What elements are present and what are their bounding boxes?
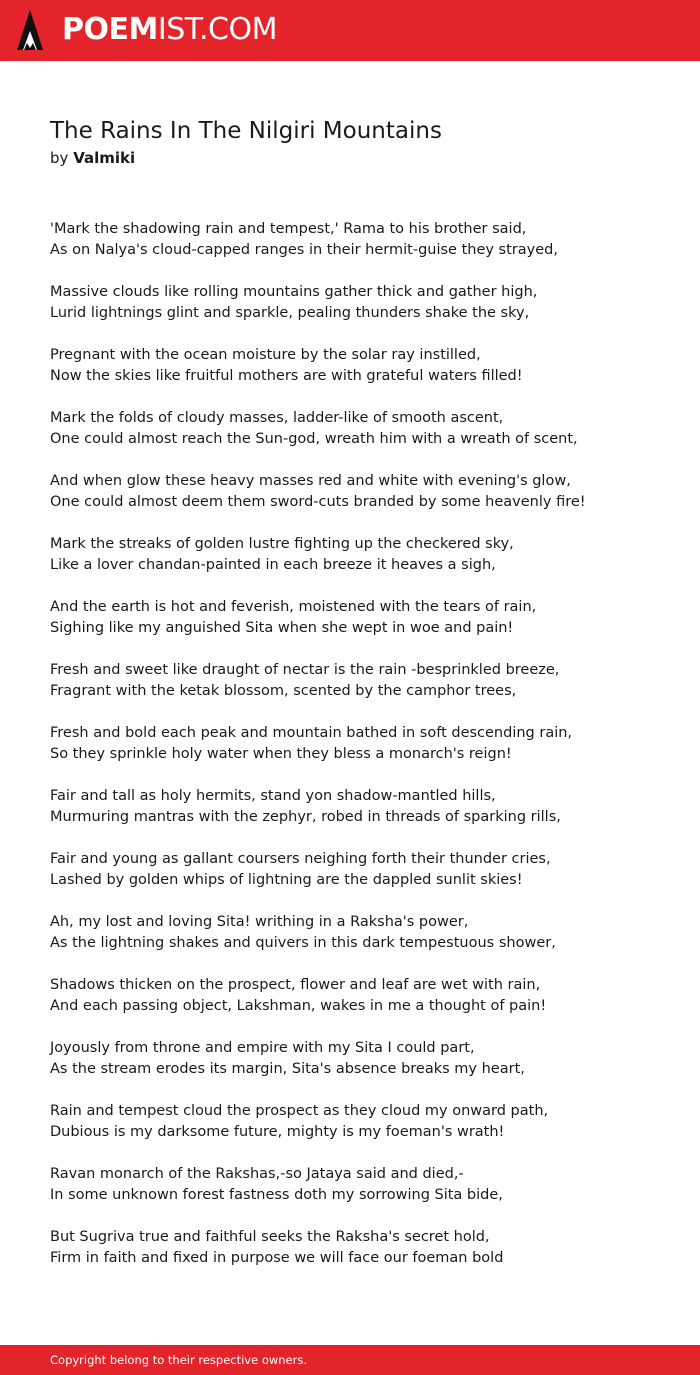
brand-light: IST.COM — [157, 12, 277, 47]
poem-line: Fresh and sweet like draught of nectar is the rain -besprinkled breeze, — [50, 662, 560, 678]
poem-line: Lashed by golden whips of lightning are the dappled sunlit skies! — [50, 872, 523, 888]
stanza — [50, 975, 670, 1017]
poem-line: Fair and young as gallant coursers neighing forth their thunder cries, — [50, 851, 551, 867]
byline — [50, 148, 135, 169]
poem-line: Joyously from throne and empire with my Sita I could part, — [50, 1040, 475, 1056]
poem-line: But Sugriva true and faithful seeks the Raksha's secret hold, — [50, 1229, 490, 1245]
stanza — [50, 534, 670, 576]
stanza — [50, 723, 670, 765]
brand-bold: POEM — [62, 12, 158, 47]
poem-line: Rain and tempest cloud the prospect as they cloud my onward path, — [50, 1103, 549, 1119]
poem-line: 'Mark the shadowing rain and tempest,' Rama to his brother said, — [50, 221, 527, 237]
poem-line: Ravan monarch of the Rakshas,-so Jataya said and died,- — [50, 1166, 464, 1182]
poem-title: The Rains In The Nilgiri Mountains — [50, 118, 442, 144]
poem-line: Lurid lightnings glint and sparkle, pealing thunders shake the sky, — [50, 305, 530, 321]
stanza — [50, 912, 670, 954]
author-name: Valmiki — [73, 149, 136, 167]
pencil-icon[interactable] — [16, 9, 44, 51]
poem-line: And when glow these heavy masses red and white with evening's glow, — [50, 473, 571, 489]
stanza — [50, 471, 670, 513]
poem-line: One could almost reach the Sun-god, wreath him with a wreath of scent, — [50, 431, 578, 447]
poem-line: And each passing object, Lakshman, wakes in me a thought of pain! — [50, 998, 547, 1014]
poem-line: Ah, my lost and loving Sita! writhing in a Raksha's power, — [50, 914, 469, 930]
poem-line: Mark the folds of cloudy masses, ladder-like of smooth ascent, — [50, 410, 504, 426]
poem-line: As on Nalya's cloud-capped ranges in their hermit-guise they strayed, — [50, 242, 558, 258]
poem-line: As the stream erodes its margin, Sita's absence breaks my heart, — [50, 1061, 525, 1077]
stanza — [50, 282, 670, 324]
poem-line: Mark the streaks of golden lustre fighting up the checkered sky, — [50, 536, 514, 552]
poem-line: So they sprinkle holy water when they bless a monarch's reign! — [50, 746, 512, 762]
poem-line: Massive clouds like rolling mountains gather thick and gather high, — [50, 284, 538, 300]
poem-line: Shadows thicken on the prospect, flower and leaf are wet with rain, — [50, 977, 541, 993]
poem-line: Now the skies like fruitful mothers are with grateful waters filled! — [50, 368, 523, 384]
stanza — [50, 1101, 670, 1143]
poem-line: Murmuring mantras with the zephyr, robed in threads of sparking rills, — [50, 809, 561, 825]
copyright-text: Copyright belong to their respective owners. — [50, 1353, 308, 1367]
poem-line: One could almost deem them sword-cuts branded by some heavenly fire! — [50, 494, 586, 510]
poem-line: And the earth is hot and feverish, moistened with the tears of rain, — [50, 599, 537, 615]
poem-line: Firm in faith and fixed in purpose we will face our foeman bold — [50, 1250, 504, 1266]
stanza — [50, 1038, 670, 1080]
stanza — [50, 849, 670, 891]
stanza — [50, 660, 670, 702]
poem-line: Sighing like my anguished Sita when she wept in woe and pain! — [50, 620, 514, 636]
stanza — [50, 219, 670, 261]
site-header — [0, 0, 700, 61]
stanza — [50, 1227, 670, 1269]
poem-line: In some unknown forest fastness doth my sorrowing Sita bide, — [50, 1187, 503, 1203]
stanza — [50, 597, 670, 639]
poem-line: As the lightning shakes and quivers in this dark tempestuous shower, — [50, 935, 556, 951]
poem-line: Fragrant with the ketak blossom, scented by the camphor trees, — [50, 683, 517, 699]
stanza — [50, 1164, 670, 1206]
poem-line: Pregnant with the ocean moisture by the solar ray instilled, — [50, 347, 481, 363]
poem-body — [50, 219, 670, 1290]
poem-line: Fair and tall as holy hermits, stand yon shadow-mantled hills, — [50, 788, 496, 804]
stanza — [50, 786, 670, 828]
by-label: by — [50, 149, 69, 167]
site-footer — [0, 1345, 700, 1375]
site-logo[interactable] — [62, 12, 277, 48]
stanza — [50, 408, 670, 450]
poem-line: Fresh and bold each peak and mountain bathed in soft descending rain, — [50, 725, 573, 741]
stanza — [50, 345, 670, 387]
poem-line: Dubious is my darksome future, mighty is my foeman's wrath! — [50, 1124, 505, 1140]
poem-line: Like a lover chandan-painted in each breeze it heaves a sigh, — [50, 557, 496, 573]
